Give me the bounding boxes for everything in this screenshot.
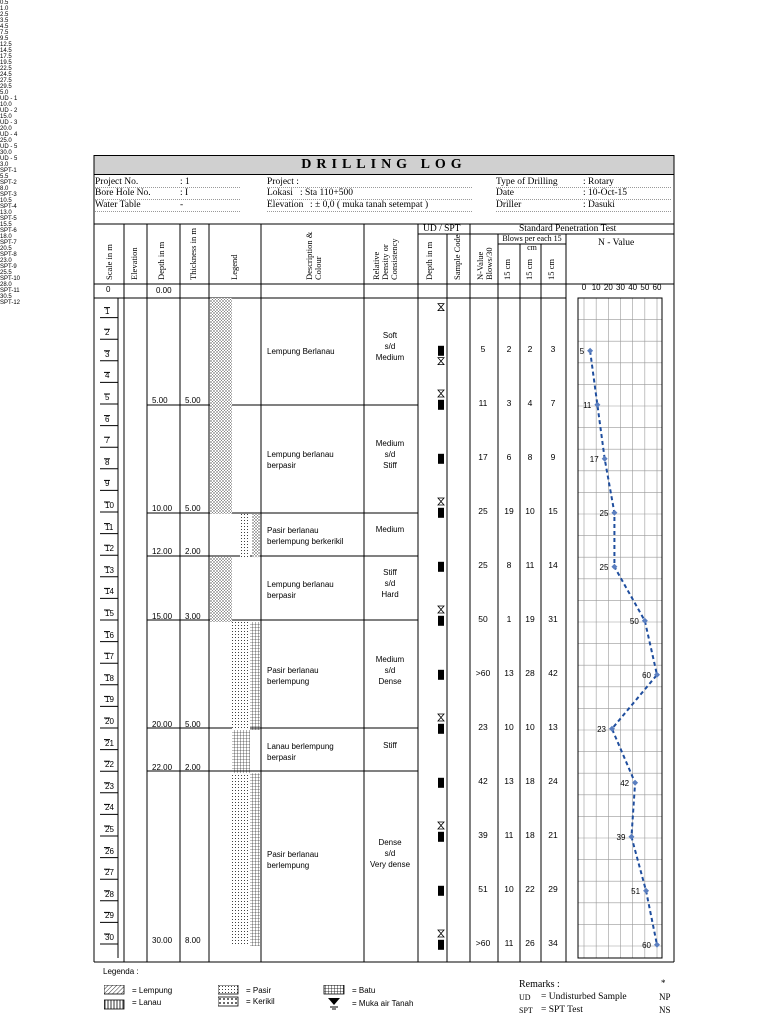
- layer-consistency-1-2: Stiff: [383, 460, 397, 470]
- remarks-ud-val: = Undisturbed Sample: [541, 992, 627, 1002]
- spt-b1-11: 11: [504, 937, 514, 948]
- sample-depth-3: 3.5: [0, 18, 9, 24]
- bore-hole-label: Bore Hole No.: [95, 188, 151, 198]
- layer-consistency-0-0: Soft: [382, 330, 398, 340]
- legend-swatches-left: [104, 985, 126, 1015]
- ud-code-3: UD - 4: [0, 132, 18, 138]
- date-value: : 10-Oct-15: [583, 188, 628, 198]
- sample-marker-icon: [438, 304, 444, 311]
- chart-tick-label: 0: [581, 283, 587, 292]
- layer-depth-0: 5.00: [152, 396, 168, 405]
- scale-label-18: 18: [105, 673, 114, 683]
- spt-n-1: 11: [478, 397, 488, 408]
- spt-code-4: SPT-5: [0, 216, 17, 222]
- spt-depth-7: 20.5: [0, 246, 12, 252]
- lokasi-label: Lokasi: [267, 188, 293, 198]
- spt-b3-8: 24: [548, 775, 558, 786]
- soil-pattern: [252, 514, 260, 557]
- layer-depth-4: 20.00: [152, 720, 173, 729]
- spt-sample-icon: [438, 832, 444, 842]
- layer-consistency-1-0: Medium: [375, 438, 405, 448]
- layer-depth-6: 30.00: [152, 936, 173, 945]
- driller-value: : Dasuki: [583, 200, 615, 210]
- spt-sample-icon: [438, 508, 444, 518]
- spt-n-5: 50: [478, 613, 488, 624]
- chart-point-label: 42: [620, 778, 630, 788]
- spt-code-0: SPT-1: [0, 168, 17, 174]
- scale-label-19: 19: [105, 695, 114, 705]
- spt-n-11: >60: [475, 937, 491, 948]
- pasir-swatch: [218, 985, 238, 994]
- legend-swatches-right: [322, 985, 348, 1015]
- col-15cm-c: 15 cm: [546, 258, 556, 280]
- chart-point: [628, 834, 634, 840]
- scale-label-5: 5: [105, 393, 110, 402]
- layer-desc2-5: berpasir: [267, 752, 296, 762]
- chart-point-label: 60: [642, 670, 651, 680]
- legend-swatches-mid: [218, 985, 240, 1015]
- sample-depth-11: 22.5: [0, 66, 12, 72]
- chart-point-label: 39: [616, 832, 626, 842]
- scale-label-10: 10: [105, 501, 114, 510]
- layer-desc1-2: Pasir berlanau: [267, 525, 319, 535]
- chart-point-label: 50: [629, 616, 639, 626]
- page-title: DRILLING LOG: [301, 157, 467, 172]
- legend-batu: = Batu: [352, 986, 376, 995]
- spt-n-4: 25: [478, 559, 488, 570]
- ud-code-1: UD - 2: [0, 108, 18, 114]
- sample-depth-10: 19.5: [0, 60, 12, 66]
- layer-consistency-6-1: s/d: [384, 849, 396, 859]
- spt-b1-0: 2: [506, 343, 512, 354]
- spt-sample-icon: [438, 562, 444, 572]
- chart-point-label: 25: [599, 562, 609, 572]
- spt-code-2: SPT-3: [0, 192, 17, 198]
- scale-label-20: 20: [105, 717, 114, 726]
- spt-b1-2: 6: [506, 451, 512, 462]
- spt-b2-4: 11: [525, 559, 535, 570]
- lempung-swatch: [104, 985, 124, 994]
- legend-muka-air: = Muka air Tanah: [352, 999, 414, 1008]
- remarks-title: Remarks :: [519, 979, 560, 990]
- layer-desc2-2: berlempung berkerikil: [267, 536, 344, 546]
- scale-label-14: 14: [105, 587, 114, 597]
- spt-b3-10: 29: [548, 883, 558, 894]
- soil-pattern: [232, 773, 250, 946]
- project-no-label: Project No.: [95, 177, 139, 187]
- spt-b1-3: 19: [504, 505, 514, 516]
- spt-n-8: 42: [478, 775, 488, 786]
- scale-label-17: 17: [105, 652, 114, 662]
- sample-depth-2: 2.5: [0, 12, 9, 18]
- chart-point-label: 51: [631, 886, 641, 896]
- layer-thickness-5: 2.00: [185, 763, 201, 773]
- spt-b2-6: 28: [525, 667, 535, 678]
- spt-b3-11: 34: [548, 937, 558, 948]
- layer-depth-3: 15.00: [152, 612, 173, 621]
- chart-point: [594, 402, 600, 408]
- spt-code-9: SPT-10: [0, 276, 21, 282]
- ud-sample-icon: [438, 606, 444, 613]
- spt-b3-3: 15: [548, 505, 558, 516]
- legend-pasir: = Pasir: [246, 986, 272, 995]
- col-description: Description & Colour: [304, 231, 323, 280]
- spt-code-5: SPT-6: [0, 228, 17, 234]
- spt-b3-1: 7: [550, 397, 556, 408]
- spt-depth-2: 8.0: [0, 186, 9, 192]
- spt-code-6: SPT-7: [0, 240, 17, 246]
- spt-b2-3: 10: [525, 505, 535, 516]
- scale-label-26: 26: [105, 846, 114, 856]
- layer-desc2-1: berpasir: [267, 461, 296, 470]
- layer-thickness-6: 8.00: [185, 936, 201, 945]
- legend-lempung: = Lempung: [132, 986, 173, 995]
- soil-pattern: [210, 406, 232, 514]
- col-spt: Standard Penetration Test: [519, 224, 617, 234]
- scale-label-25: 25: [105, 825, 114, 834]
- layer-thickness-4: 5.00: [185, 720, 201, 729]
- legend-kerikil: = Kerikil: [246, 997, 275, 1006]
- col-15cm-b: 15 cm: [524, 258, 534, 280]
- spt-sample-icon: [438, 940, 444, 950]
- spt-sample-icon: [438, 670, 444, 680]
- spt-code-8: SPT-9: [0, 264, 17, 270]
- soil-pattern: [240, 514, 250, 557]
- bore-hole-value: : I: [180, 188, 189, 198]
- spt-depth-3: 10.5: [0, 198, 12, 204]
- sample-depth-4: 4.5: [0, 24, 9, 30]
- chart-tick-label: 50: [640, 283, 650, 292]
- chart-point: [654, 942, 660, 948]
- ud-sample-icon: [438, 930, 444, 937]
- spt-depth-10: 28.0: [0, 282, 12, 288]
- layer-consistency-2-0: Medium: [375, 525, 405, 535]
- spt-b1-10: 10: [504, 883, 514, 894]
- scale-label-2: 2: [105, 328, 110, 338]
- spt-sample-icon: [438, 400, 444, 410]
- scale-label-1: 1: [105, 306, 110, 316]
- scale-label-22: 22: [105, 760, 114, 770]
- ud-depth-2: 15.0: [0, 114, 12, 120]
- layer-desc2-6: berlempung: [267, 860, 310, 870]
- ud-depth-4: 25.0: [0, 138, 12, 144]
- spt-b1-8: 13: [504, 775, 514, 786]
- sample-depth-6: 9.5: [0, 36, 9, 42]
- ud-code-0: UD - 1: [0, 96, 18, 102]
- scale-label-28: 28: [105, 889, 114, 899]
- remarks-ns: NS: [659, 1005, 671, 1015]
- spt-depth-11: 30.5: [0, 294, 12, 300]
- chart-point-label: 11: [583, 400, 592, 410]
- soil-pattern: [232, 622, 250, 730]
- layer-consistency-4-1: s/d: [384, 665, 396, 675]
- scale-label-11: 11: [105, 522, 114, 532]
- spt-b2-2: 8: [527, 451, 533, 462]
- scale-label-0: 0: [106, 285, 111, 294]
- chart-point: [587, 348, 593, 354]
- spt-n-9: 39: [478, 829, 488, 840]
- chart-point: [632, 780, 638, 786]
- spt-code-3: SPT-4: [0, 204, 17, 210]
- scale-label-16: 16: [105, 630, 114, 640]
- layer-desc2-3: berpasir: [267, 590, 296, 600]
- scale-label-9: 9: [105, 479, 110, 489]
- spt-b3-6: 42: [548, 667, 558, 678]
- layer-consistency-5-0: Stiff: [383, 741, 397, 751]
- spt-b3-2: 9: [550, 451, 556, 462]
- scale-label-4: 4: [105, 371, 110, 381]
- soil-pattern: [210, 557, 232, 622]
- col-ud-spt: UD / SPT: [423, 224, 461, 234]
- batu-swatch: [324, 985, 344, 994]
- layer-consistency-0-2: Medium: [375, 352, 405, 362]
- scale-label-27: 27: [105, 868, 114, 878]
- soil-pattern: [210, 298, 232, 406]
- spt-b2-1: 4: [527, 397, 533, 408]
- scale-label-7: 7: [105, 436, 110, 446]
- sample-depth-7: 12.5: [0, 42, 12, 48]
- spt-n-10: 51: [478, 883, 488, 894]
- chart-tick-label: 60: [652, 283, 662, 292]
- col-depth: Depth in m: [156, 241, 166, 280]
- layer-consistency-1-1: s/d: [384, 449, 396, 459]
- spt-b3-9: 21: [548, 829, 558, 840]
- layer-desc1-1: Lempung berlanau: [267, 450, 334, 459]
- project-label: Project :: [267, 177, 299, 187]
- spt-b1-1: 3: [506, 397, 512, 408]
- col-density: Relative Density or Consistency: [371, 238, 399, 280]
- spt-b3-7: 13: [548, 721, 558, 732]
- ud-depth-0: 5.0: [0, 90, 9, 96]
- layer-desc1-4: Pasir berlanau: [267, 666, 319, 675]
- spt-sample-icon: [438, 724, 444, 734]
- col-blows: Blows per each 15 cm: [502, 234, 562, 252]
- sample-marker-icon: [438, 358, 444, 365]
- type-label: Type of Drilling: [496, 177, 558, 187]
- lanau-swatch: [104, 1000, 124, 1009]
- water-table-label: Water Table: [95, 200, 141, 210]
- chart-point-label: 17: [589, 454, 599, 464]
- col-depth2: Depth in m: [424, 241, 434, 280]
- layer-desc2-4: berlempung: [267, 677, 310, 686]
- layer-desc1-3: Lempung berlanau: [267, 579, 334, 589]
- spt-n-7: 23: [478, 721, 488, 732]
- scale-label-13: 13: [105, 565, 114, 575]
- spt-b1-6: 13: [504, 667, 514, 678]
- layer-desc1-0: Lempung Berlanau: [267, 347, 335, 356]
- spt-sample-icon: [438, 886, 444, 896]
- layer-thickness-0: 5.00: [185, 396, 201, 405]
- ud-depth-3: 20.0: [0, 126, 12, 132]
- ud-code-5: UD - 5: [0, 156, 18, 162]
- chart-point: [602, 456, 608, 462]
- col-nvalue: N-Value Blows/30: [475, 247, 494, 280]
- spt-n-0: 5: [480, 343, 486, 354]
- spt-b2-8: 18: [525, 775, 535, 786]
- layer-desc1-5: Lanau berlempung: [267, 741, 334, 751]
- spt-b3-5: 31: [548, 613, 558, 624]
- scale-label-21: 21: [105, 738, 114, 748]
- spt-depth-0: 3.0: [0, 162, 9, 168]
- layer-consistency-4-0: Medium: [375, 654, 405, 664]
- remarks-spt-key: SPT: [519, 1006, 533, 1015]
- sample-depth-13: 27.5: [0, 78, 12, 84]
- chart-point-label: 5: [579, 346, 585, 356]
- ud-sample-icon: [438, 822, 444, 829]
- spt-b2-0: 2: [527, 343, 533, 354]
- spt-b1-7: 10: [504, 721, 514, 732]
- chart-tick-label: 40: [628, 283, 638, 292]
- ud-sample-icon: [438, 714, 444, 721]
- chart-point: [611, 510, 617, 516]
- ud-sample-icon: [438, 390, 444, 397]
- elevation-value: : ± 0,0 ( muka tanah setempat ): [310, 200, 429, 210]
- layer-depth-1: 10.00: [152, 504, 173, 513]
- spt-code-7: SPT-8: [0, 252, 17, 258]
- spt-depth-1: 5.5: [0, 174, 9, 180]
- ud-depth-5: 30.0: [0, 150, 12, 156]
- layer-depth-2: 12.00: [152, 547, 173, 557]
- layer-depth-5: 22.00: [152, 763, 173, 773]
- chart-point-label: 60: [642, 940, 651, 950]
- spt-depth-4: 13.0: [0, 210, 12, 216]
- col-legend: Legend: [229, 254, 239, 280]
- water-table-value: -: [180, 200, 184, 210]
- layer-consistency-0-1: s/d: [384, 341, 396, 351]
- water-table-icon: [328, 998, 340, 1005]
- spt-b1-9: 11: [504, 829, 514, 840]
- remarks-star: *: [661, 978, 666, 988]
- kerikil-swatch: [218, 997, 238, 1006]
- spt-b2-5: 19: [525, 613, 535, 624]
- layer-desc1-6: Pasir berlanau: [267, 849, 319, 859]
- spt-sample-icon: [438, 778, 444, 788]
- spt-depth-8: 23.0: [0, 258, 12, 264]
- spt-b2-9: 18: [525, 829, 535, 840]
- sample-depth-8: 14.5: [0, 48, 12, 54]
- spt-sample-icon: [438, 454, 444, 464]
- spt-b2-10: 22: [525, 883, 535, 894]
- spt-b3-0: 3: [550, 343, 556, 354]
- soil-pattern: [232, 730, 250, 773]
- sample-depth-5: 7.5: [0, 30, 9, 36]
- col-scale: Scale in m: [104, 244, 114, 280]
- sample-depth-0: 0.5: [0, 0, 9, 6]
- soil-pattern: [250, 773, 260, 946]
- spt-b2-11: 26: [525, 937, 535, 948]
- legend-title: Legenda :: [103, 967, 139, 976]
- spt-code-1: SPT-2: [0, 180, 17, 186]
- chart-point: [643, 888, 649, 894]
- ud-sample-icon: [438, 498, 444, 505]
- layer-consistency-3-0: Stiff: [383, 568, 397, 578]
- layer-thickness-1: 5.00: [185, 504, 201, 513]
- scale-label-6: 6: [105, 414, 110, 424]
- lokasi-value: : Sta 110+500: [300, 188, 354, 198]
- sample-depth-14: 29.5: [0, 84, 12, 90]
- spt-n-6: >60: [475, 667, 491, 678]
- spt-code-10: SPT-11: [0, 288, 20, 294]
- col-15cm-a: 15 cm: [502, 258, 512, 280]
- spt-sample-icon: [438, 616, 444, 626]
- spt-code-11: SPT-12: [0, 300, 21, 306]
- layer-thickness-2: 2.00: [185, 547, 201, 557]
- layer-consistency-3-1: s/d: [384, 579, 396, 589]
- date-label: Date: [496, 188, 514, 198]
- spt-n-2: 17: [478, 451, 488, 462]
- spt-b1-5: 1: [506, 613, 512, 624]
- legend-lanau: = Lanau: [132, 998, 162, 1007]
- scale-label-24: 24: [105, 803, 114, 813]
- remarks-spt-val: = SPT Test: [541, 1005, 583, 1015]
- layer-consistency-6-0: Dense: [378, 838, 402, 848]
- chart-series-line: [590, 351, 657, 945]
- layer-thickness-3: 3.00: [185, 612, 201, 621]
- layer-consistency-6-2: Very dense: [369, 860, 411, 870]
- layer-consistency-4-2: Dense: [378, 676, 402, 686]
- col-sample-code: Sample Code: [452, 234, 462, 280]
- spt-depth-9: 25.5: [0, 270, 12, 276]
- project-no-value: : 1: [180, 177, 190, 187]
- col-elevation: Elevation: [129, 247, 139, 280]
- scale-label-12: 12: [105, 544, 114, 554]
- spt-b1-4: 8: [506, 559, 512, 570]
- type-value: : Rotary: [583, 177, 614, 187]
- scale-label-23: 23: [105, 781, 114, 791]
- spt-n-3: 25: [478, 505, 488, 516]
- chart-tick-label: 10: [591, 283, 601, 292]
- spt-sample-icon: [438, 346, 444, 356]
- spt-depth-6: 18.0: [0, 234, 12, 240]
- col-nvalue-chart: N - Value: [598, 238, 635, 248]
- chart-tick-label: 20: [603, 283, 613, 292]
- chart-point-label: 23: [597, 724, 606, 734]
- scale-label-30: 30: [105, 933, 114, 942]
- scale-label-8: 8: [105, 457, 110, 467]
- layer-consistency-3-2: Hard: [381, 590, 399, 600]
- ud-depth-1: 10.0: [0, 102, 12, 108]
- driller-label: Driller: [496, 200, 522, 210]
- chart-tick-label: 30: [616, 283, 625, 292]
- scale-label-15: 15: [105, 609, 114, 618]
- sample-depth-9: 17.5: [0, 54, 12, 60]
- chart-point-label: 25: [599, 508, 609, 518]
- scale-label-29: 29: [105, 911, 114, 921]
- spt-b3-4: 14: [548, 559, 558, 570]
- spt-depth-5: 15.5: [0, 222, 12, 228]
- top-depth: 0.00: [156, 286, 172, 295]
- ud-code-4: UD - 5: [0, 144, 18, 150]
- spt-b2-7: 10: [525, 721, 535, 732]
- ud-code-2: UD - 3: [0, 120, 18, 126]
- elevation-label: Elevation: [267, 200, 304, 210]
- sample-depth-1: 1.0: [0, 6, 9, 12]
- soil-pattern: [250, 622, 260, 730]
- col-thickness: Thickness in m: [188, 228, 198, 280]
- scale-label-3: 3: [105, 349, 110, 359]
- remarks-ud-key: UD: [519, 993, 531, 1002]
- sample-depth-12: 24.5: [0, 72, 12, 78]
- remarks-np: NP: [659, 992, 671, 1002]
